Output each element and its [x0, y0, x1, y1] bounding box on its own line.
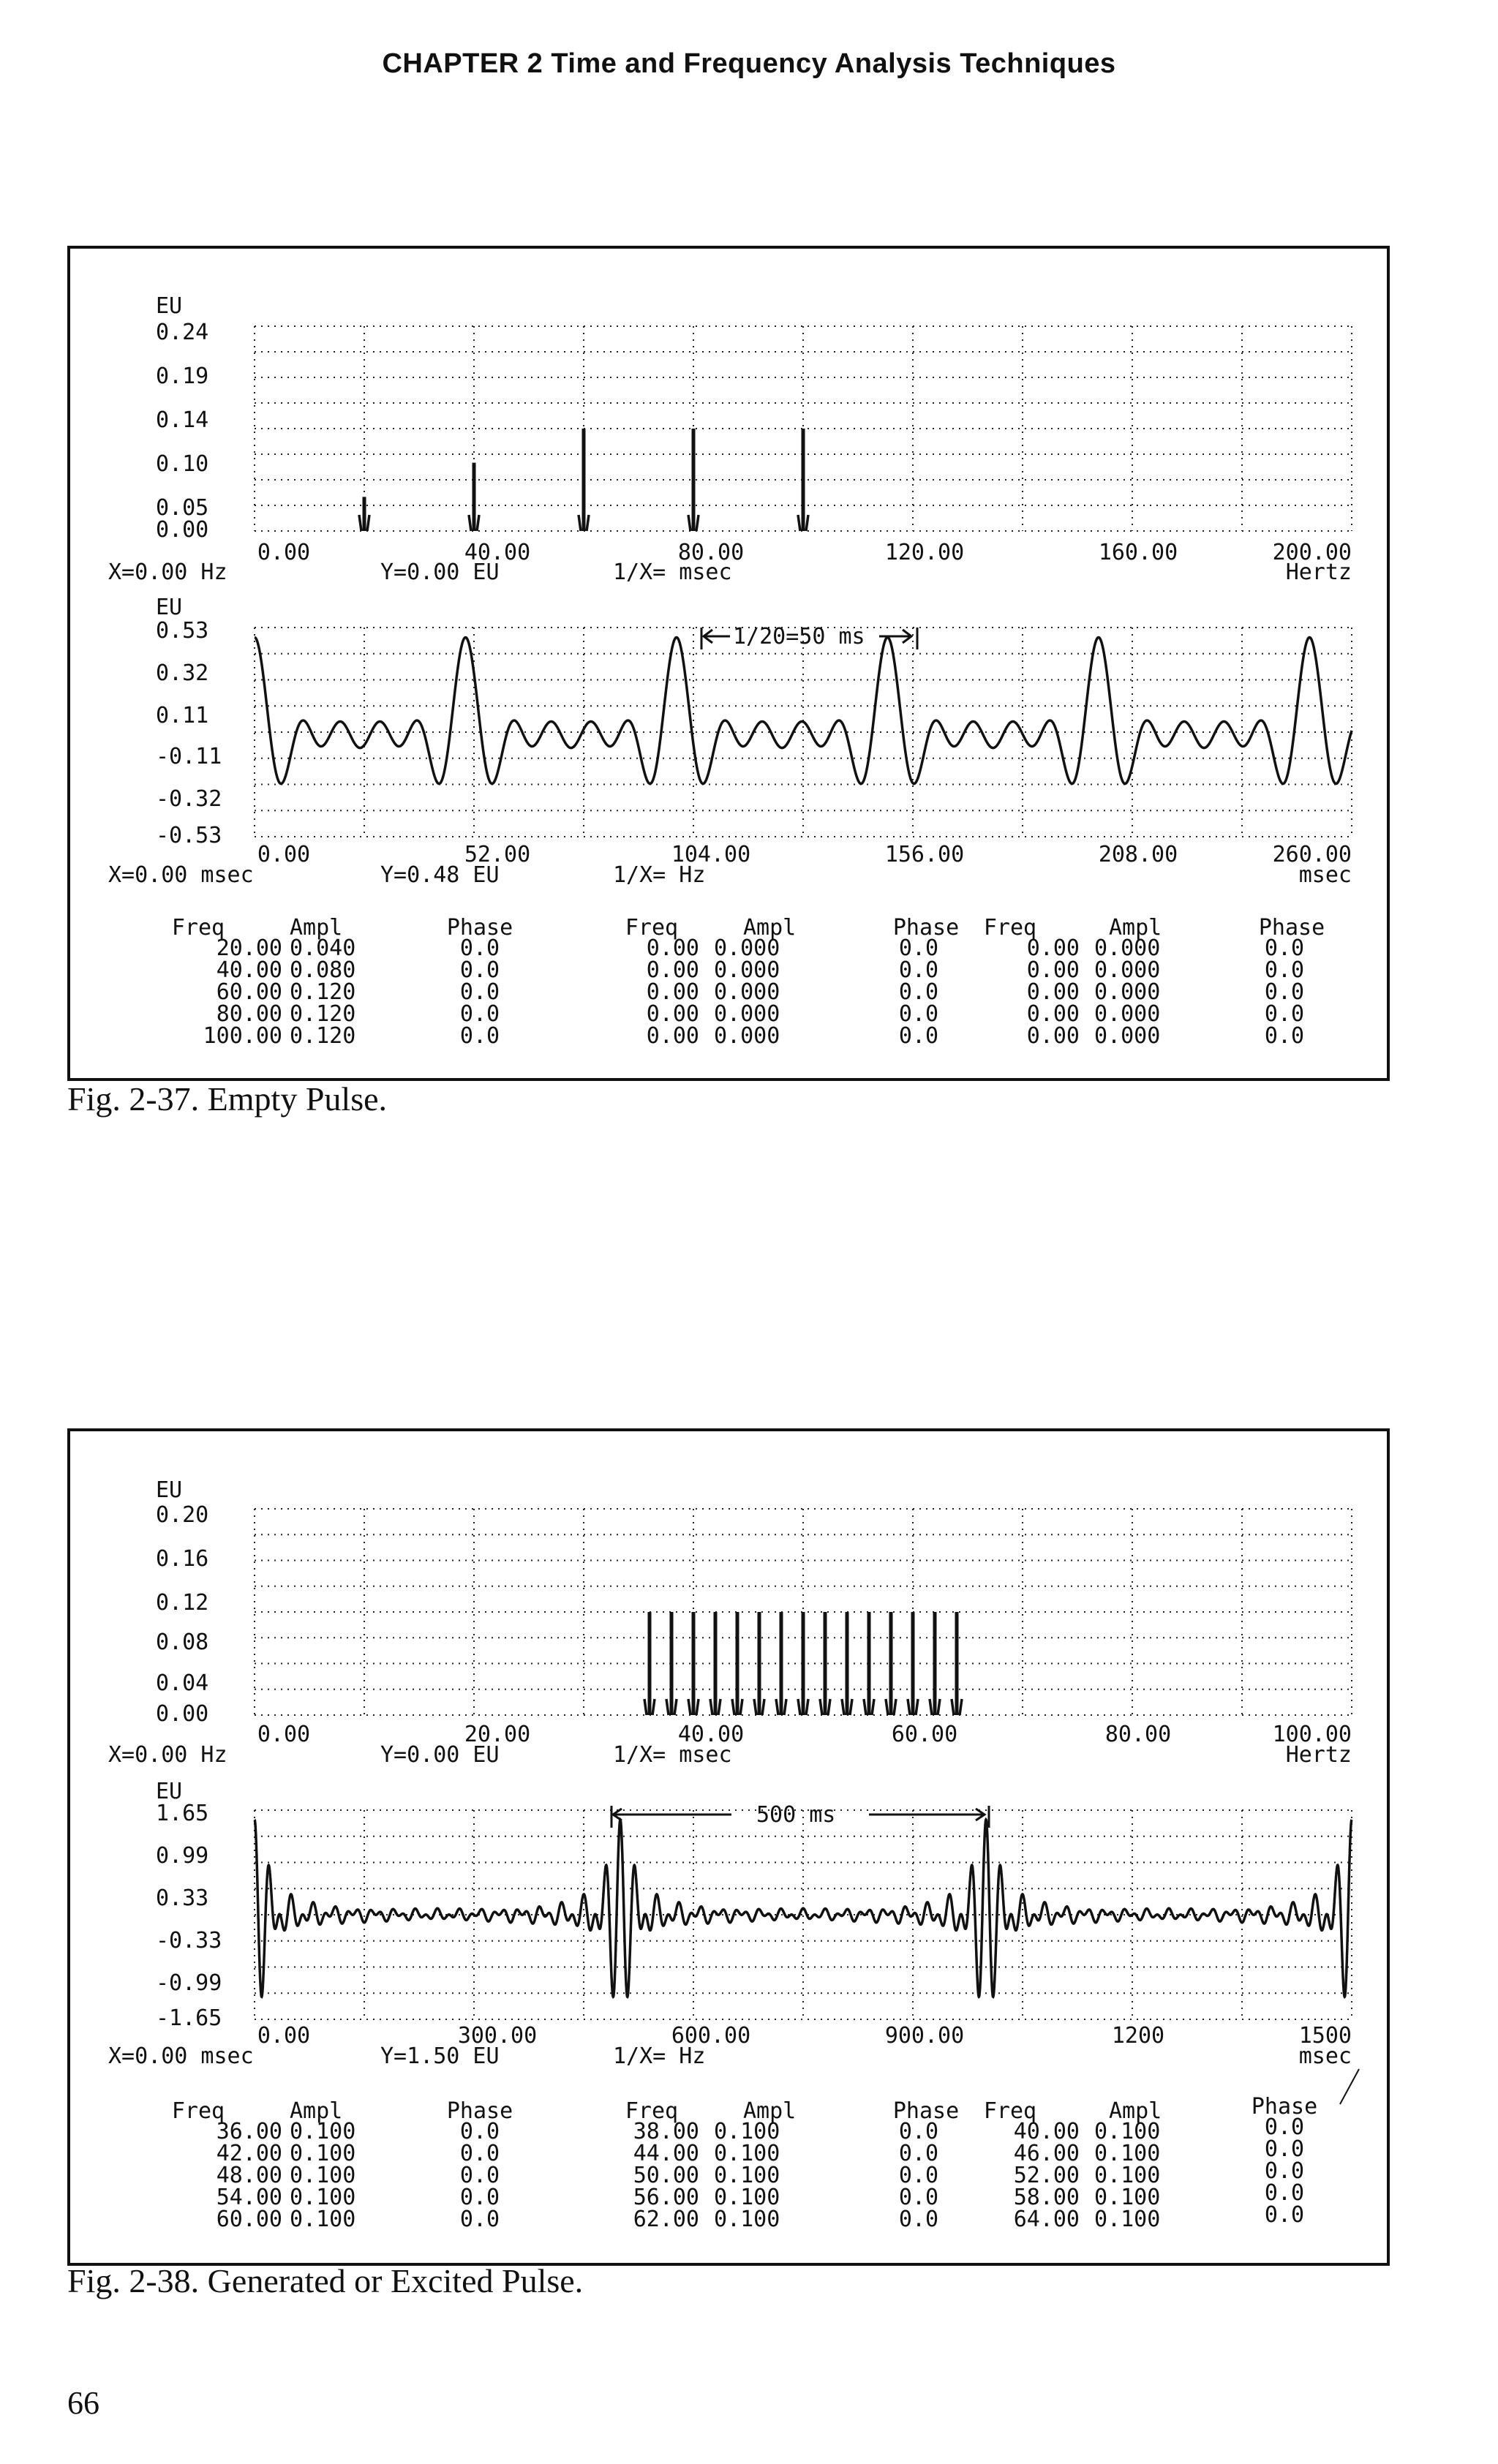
table-cell-ampl: 0.040 — [290, 935, 356, 961]
table-cell-phase: 0.0 — [459, 957, 500, 983]
table-cell-phase: 0.0 — [898, 1001, 939, 1027]
table-cell-phase: 0.0 — [898, 2163, 939, 2188]
ytick-label: -0.11 — [156, 744, 222, 769]
figure-caption: Fig. 2-37. Empty Pulse. — [67, 1080, 388, 1118]
spectrum-bar-skirt — [930, 1699, 932, 1715]
table-cell-phase: 0.0 — [459, 935, 500, 961]
table-cell-phase: 0.0 — [898, 935, 939, 961]
xtick-label: 120.00 — [884, 540, 965, 565]
table-cell-ampl: 0.100 — [290, 2185, 356, 2210]
table-cell-ampl: 0.100 — [1094, 2119, 1161, 2144]
ytick-label: 0.14 — [156, 407, 209, 433]
spectrum-bar-skirt — [806, 1699, 808, 1715]
table-header-phase: Phase — [892, 915, 960, 941]
table-cell-freq: 0.00 — [646, 1023, 699, 1049]
table-cell-ampl: 0.100 — [714, 2163, 780, 2188]
spectrum-bar-skirt — [798, 1699, 800, 1715]
table-cell-phase: 0.0 — [1264, 2136, 1305, 2162]
table-cell-ampl: 0.100 — [1094, 2141, 1161, 2166]
xtick-label: 900.00 — [884, 2023, 965, 2049]
readout-inverse: 1/X= Hz — [613, 2043, 706, 2069]
spectrum-bars — [644, 1612, 962, 1715]
xtick-label: 0.00 — [257, 842, 311, 867]
table-header-freq: Freq — [983, 915, 1037, 941]
xtick-label: 260.00 — [1272, 842, 1352, 867]
xtick-label: 208.00 — [1098, 842, 1178, 867]
spectrum-bar-skirt — [652, 1699, 655, 1715]
table-cell-phase: 0.0 — [898, 979, 939, 1005]
figure-empty-pulse — [67, 246, 1390, 1081]
table-cell-freq: 54.00 — [216, 2185, 282, 2210]
xtick-label: 0.00 — [257, 540, 311, 565]
xtick-label: 20.00 — [464, 1722, 531, 1747]
ytick-label: 0.33 — [156, 1885, 209, 1911]
ytick-label: -0.99 — [156, 1970, 222, 1996]
readout-x: X=0.00 msec — [108, 2043, 254, 2069]
table-header-ampl: Ampl — [1109, 2098, 1162, 2124]
table-cell-phase: 0.0 — [898, 2119, 939, 2144]
xtick-label: 300.00 — [457, 2023, 538, 2049]
x-unit-label: Hertz — [1285, 1742, 1352, 1768]
spectrum-bar-skirt — [696, 515, 699, 531]
table-cell-ampl: 0.100 — [714, 2141, 780, 2166]
table-cell-freq: 36.00 — [216, 2119, 282, 2144]
spectrum-bar-skirt — [850, 1699, 852, 1715]
table-cell-freq: 40.00 — [1013, 2119, 1080, 2144]
table-cell-phase: 0.0 — [898, 957, 939, 983]
table-header-freq: Freq — [171, 915, 225, 941]
ytick-label: -0.53 — [156, 823, 222, 848]
table-cell-freq: 0.00 — [1026, 935, 1080, 961]
spectrum-bar-skirt — [908, 1699, 910, 1715]
table-cell-ampl: 0.000 — [1094, 957, 1161, 983]
table-cell-freq: 0.00 — [646, 957, 699, 983]
spectrum-bar-skirt — [886, 1699, 888, 1715]
time-ytick-labels — [156, 618, 222, 848]
table-cell-freq: 20.00 — [216, 935, 282, 961]
table-cell-freq: 44.00 — [633, 2141, 699, 2166]
figure-caption: Fig. 2-38. Generated or Excited Pulse. — [67, 2262, 584, 2299]
table-cell-ampl: 0.000 — [1094, 1001, 1161, 1027]
table-cell-freq: 0.00 — [646, 1001, 699, 1027]
table-cell-freq: 0.00 — [1026, 1023, 1080, 1049]
ytick-label: 0.08 — [156, 1630, 209, 1655]
table-cell-freq: 0.00 — [1026, 957, 1080, 983]
spectrum-bar-skirt — [696, 1699, 699, 1715]
spectrum-bar-skirt — [798, 515, 800, 531]
table-cell-phase: 0.0 — [1264, 2158, 1305, 2184]
table-cell-phase: 0.0 — [1264, 1023, 1305, 1049]
table-cell-phase: 0.0 — [1264, 2114, 1305, 2140]
table-cell-phase: 0.0 — [459, 1023, 500, 1049]
table-cell-ampl: 0.000 — [714, 979, 780, 1005]
time-grid — [255, 628, 1352, 837]
table-header-freq: Freq — [983, 2098, 1037, 2124]
table-cell-phase: 0.0 — [459, 1001, 500, 1027]
ytick-label: 1.65 — [156, 1801, 209, 1826]
ytick-label: 0.04 — [156, 1670, 209, 1696]
table-header-phase: Phase — [446, 2098, 513, 2124]
time-unit-label: EU — [156, 1779, 183, 1804]
spectrum-bar-skirt — [806, 515, 808, 531]
spectrum-unit-label: EU — [156, 293, 183, 319]
table-cell-freq: 58.00 — [1013, 2185, 1080, 2210]
ytick-label: 0.19 — [156, 363, 209, 389]
table-header-freq: Freq — [625, 2098, 679, 2124]
xtick-label: 160.00 — [1098, 540, 1178, 565]
table-cell-freq: 50.00 — [633, 2163, 699, 2188]
table-cell-ampl: 0.000 — [714, 1023, 780, 1049]
spectrum-bar-skirt — [960, 1699, 962, 1715]
spectrum-bar-skirt — [718, 1699, 720, 1715]
spectrum-bar-skirt — [688, 515, 690, 531]
table-cell-ampl: 0.000 — [714, 935, 780, 961]
ytick-label: 0.20 — [156, 1502, 209, 1528]
spectrum-bar-skirt — [820, 1699, 822, 1715]
xtick-label: 40.00 — [677, 1722, 745, 1747]
table-header-phase: Phase — [446, 915, 513, 941]
period-annotation — [611, 1802, 989, 1828]
spectrum-bar-skirt — [762, 1699, 764, 1715]
table-cell-freq: 64.00 — [1013, 2207, 1080, 2232]
table-cell-ampl: 0.000 — [714, 1001, 780, 1027]
table-cell-ampl: 0.100 — [714, 2207, 780, 2232]
page-number: 66 — [67, 2385, 99, 2421]
xtick-label: 0.00 — [257, 1722, 311, 1747]
spectrum-ytick-labels — [156, 1502, 208, 1727]
spectrum-bar-skirt — [666, 1699, 669, 1715]
spectrum-ytick-labels — [156, 320, 208, 543]
time-ytick-labels — [156, 1801, 222, 2031]
spectrum-bar-skirt — [367, 515, 369, 531]
table-cell-freq: 0.00 — [1026, 979, 1080, 1005]
ytick-label: -0.32 — [156, 786, 222, 812]
time-unit-label: EU — [156, 595, 183, 620]
table-cell-phase: 0.0 — [1264, 935, 1305, 961]
readout-x: X=0.00 msec — [108, 862, 254, 888]
spectrum-bar-skirt — [688, 1699, 690, 1715]
table-cell-freq: 56.00 — [633, 2185, 699, 2210]
xtick-label: 1200 — [1111, 2023, 1165, 2049]
annotation-label: 500 ms — [756, 1802, 836, 1828]
readout-inverse: 1/X= msec — [613, 560, 732, 585]
readout-y: Y=0.00 EU — [380, 1742, 500, 1768]
table-header-ampl: Ampl — [743, 915, 797, 941]
spectrum-bar-skirt — [644, 1699, 647, 1715]
readout-y: Y=0.00 EU — [380, 560, 500, 585]
table-header-ampl: Ampl — [1109, 915, 1162, 941]
spectrum-bar-skirt — [776, 1699, 778, 1715]
ytick-label: 0.53 — [156, 618, 209, 644]
readout-x: X=0.00 Hz — [108, 1742, 227, 1768]
table-cell-freq: 42.00 — [216, 2141, 282, 2166]
figure-excited-pulse — [67, 1428, 1390, 2266]
ytick-label: -0.33 — [156, 1928, 222, 1954]
table-cell-phase: 0.0 — [459, 2163, 500, 2188]
ytick-label: 0.24 — [156, 320, 209, 345]
table-cell-ampl: 0.100 — [290, 2163, 356, 2188]
xtick-label: 156.00 — [884, 842, 965, 867]
table-cell-freq: 62.00 — [633, 2207, 699, 2232]
readout-inverse: 1/X= Hz — [613, 862, 706, 888]
table-cell-freq: 38.00 — [633, 2119, 699, 2144]
ytick-label: -1.65 — [156, 2005, 222, 2031]
table-cell-ampl: 0.000 — [1094, 1023, 1161, 1049]
ytick-label: 0.00 — [156, 517, 209, 543]
table-cell-freq: 40.00 — [216, 957, 282, 983]
table-header-phase: Phase — [1258, 915, 1325, 941]
spectrum-bar-skirt — [740, 1699, 742, 1715]
readout-y: Y=1.50 EU — [380, 2043, 500, 2069]
spectrum-bar-skirt — [872, 1699, 874, 1715]
xtick-label: 80.00 — [1104, 1722, 1172, 1747]
spectrum-bar-skirt — [710, 1699, 712, 1715]
page-header: CHAPTER 2 Time and Frequency Analysis Techniques — [382, 48, 1116, 79]
spectrum-bar-skirt — [674, 1699, 677, 1715]
component-table — [70, 915, 1325, 1081]
time-waveform — [255, 638, 1352, 784]
table-header-ampl: Ampl — [743, 2098, 797, 2124]
table-cell-phase: 0.0 — [898, 2207, 939, 2232]
spectrum-bar-skirt — [732, 1699, 734, 1715]
x-unit-label: Hertz — [1285, 560, 1352, 585]
time-waveform — [255, 1820, 1352, 1997]
table-cell-phase: 0.0 — [459, 2119, 500, 2144]
table-cell-ampl: 0.000 — [714, 957, 780, 983]
table-cell-ampl: 0.120 — [290, 1001, 356, 1027]
table-header-phase: Phase — [892, 2098, 960, 2124]
table-cell-ampl: 0.100 — [290, 2207, 356, 2232]
table-cell-freq: 0.00 — [646, 935, 699, 961]
table-header-freq: Freq — [171, 2098, 225, 2124]
spectrum-bar-skirt — [754, 1699, 756, 1715]
table-cell-freq: 48.00 — [216, 2163, 282, 2188]
xtick-label: 40.00 — [464, 540, 531, 565]
spectrum-bar-skirt — [894, 1699, 896, 1715]
spectrum-bar-skirt — [842, 1699, 844, 1715]
spectrum-bar-skirt — [828, 1699, 830, 1715]
table-cell-ampl: 0.100 — [290, 2141, 356, 2166]
table-cell-phase: 0.0 — [898, 2185, 939, 2210]
ytick-label: 0.10 — [156, 451, 209, 477]
table-cell-phase: 0.0 — [459, 2207, 500, 2232]
xtick-label: 100.00 — [1272, 1722, 1352, 1747]
spectrum-bar-skirt — [864, 1699, 866, 1715]
ytick-label: 0.99 — [156, 1843, 209, 1869]
spectrum-bar-skirt — [587, 515, 589, 531]
table-cell-ampl: 0.100 — [290, 2119, 356, 2144]
xtick-label: 600.00 — [671, 2023, 751, 2049]
table-cell-phase: 0.0 — [898, 2141, 939, 2166]
table-cell-freq: 46.00 — [1013, 2141, 1080, 2166]
xtick-label: 104.00 — [671, 842, 751, 867]
component-table — [70, 2094, 1318, 2266]
x-unit-label: msec — [1298, 2043, 1352, 2069]
spectrum-bar-skirt — [784, 1699, 786, 1715]
table-header-ampl: Ampl — [290, 2098, 343, 2124]
table-cell-ampl: 0.100 — [714, 2185, 780, 2210]
spectrum-bar-skirt — [579, 515, 581, 531]
table-cell-phase: 0.0 — [1264, 1001, 1305, 1027]
table-cell-freq: 0.00 — [1026, 1001, 1080, 1027]
readout-y: Y=0.48 EU — [380, 862, 500, 888]
xtick-label: 52.00 — [464, 842, 531, 867]
table-header-phase: Phase — [1251, 2094, 1318, 2120]
ytick-label: 0.11 — [156, 703, 209, 728]
spectrum-unit-label: EU — [156, 1477, 183, 1503]
xtick-label: 60.00 — [891, 1722, 958, 1747]
spectrum-bar-skirt — [916, 1699, 918, 1715]
table-cell-freq: 100.00 — [203, 1023, 282, 1049]
readout-inverse: 1/X= msec — [613, 1742, 732, 1768]
table-header-ampl: Ampl — [290, 915, 343, 941]
spectrum-bar-skirt — [359, 515, 361, 531]
table-cell-ampl: 0.100 — [1094, 2207, 1161, 2232]
table-cell-ampl: 0.000 — [1094, 935, 1161, 961]
table-cell-phase: 0.0 — [1264, 2180, 1305, 2206]
table-cell-freq: 0.00 — [646, 979, 699, 1005]
ytick-label: 0.12 — [156, 1590, 209, 1616]
spectrum-bar-skirt — [952, 1699, 954, 1715]
table-cell-ampl: 0.120 — [290, 1023, 356, 1049]
table-cell-phase: 0.0 — [459, 2141, 500, 2166]
table-cell-phase: 0.0 — [1264, 957, 1305, 983]
annotation-label: 1/20=50 ms — [733, 624, 865, 649]
spectrum-bar-skirt — [469, 515, 471, 531]
spectrum-bar-skirt — [477, 515, 479, 531]
table-cell-ampl: 0.000 — [1094, 979, 1161, 1005]
ytick-label: 0.16 — [156, 1546, 209, 1572]
x-unit-label: msec — [1298, 862, 1352, 888]
table-cell-phase: 0.0 — [898, 1023, 939, 1049]
ytick-label: 0.05 — [156, 495, 209, 521]
ytick-label: 0.32 — [156, 660, 209, 686]
table-cell-freq: 52.00 — [1013, 2163, 1080, 2188]
xtick-label: 0.00 — [257, 2023, 311, 2049]
readout-x: X=0.00 Hz — [108, 560, 227, 585]
table-cell-ampl: 0.080 — [290, 957, 356, 983]
xtick-label: 80.00 — [677, 540, 745, 565]
table-cell-freq: 60.00 — [216, 979, 282, 1005]
table-cell-phase: 0.0 — [1264, 2202, 1305, 2228]
table-cell-ampl: 0.100 — [1094, 2185, 1161, 2210]
table-cell-ampl: 0.120 — [290, 979, 356, 1005]
table-cell-phase: 0.0 — [1264, 979, 1305, 1005]
table-cell-phase: 0.0 — [459, 2185, 500, 2210]
ytick-label: 0.00 — [156, 1701, 209, 1727]
table-cell-ampl: 0.100 — [714, 2119, 780, 2144]
table-cell-freq: 80.00 — [216, 1001, 282, 1027]
table-cell-phase: 0.0 — [459, 979, 500, 1005]
xtick-label: 200.00 — [1272, 540, 1352, 565]
table-cell-freq: 60.00 — [216, 2207, 282, 2232]
xtick-label: 1500 — [1298, 2023, 1352, 2049]
table-header-freq: Freq — [625, 915, 679, 941]
spectrum-bar-skirt — [938, 1699, 940, 1715]
table-cell-ampl: 0.100 — [1094, 2163, 1161, 2188]
